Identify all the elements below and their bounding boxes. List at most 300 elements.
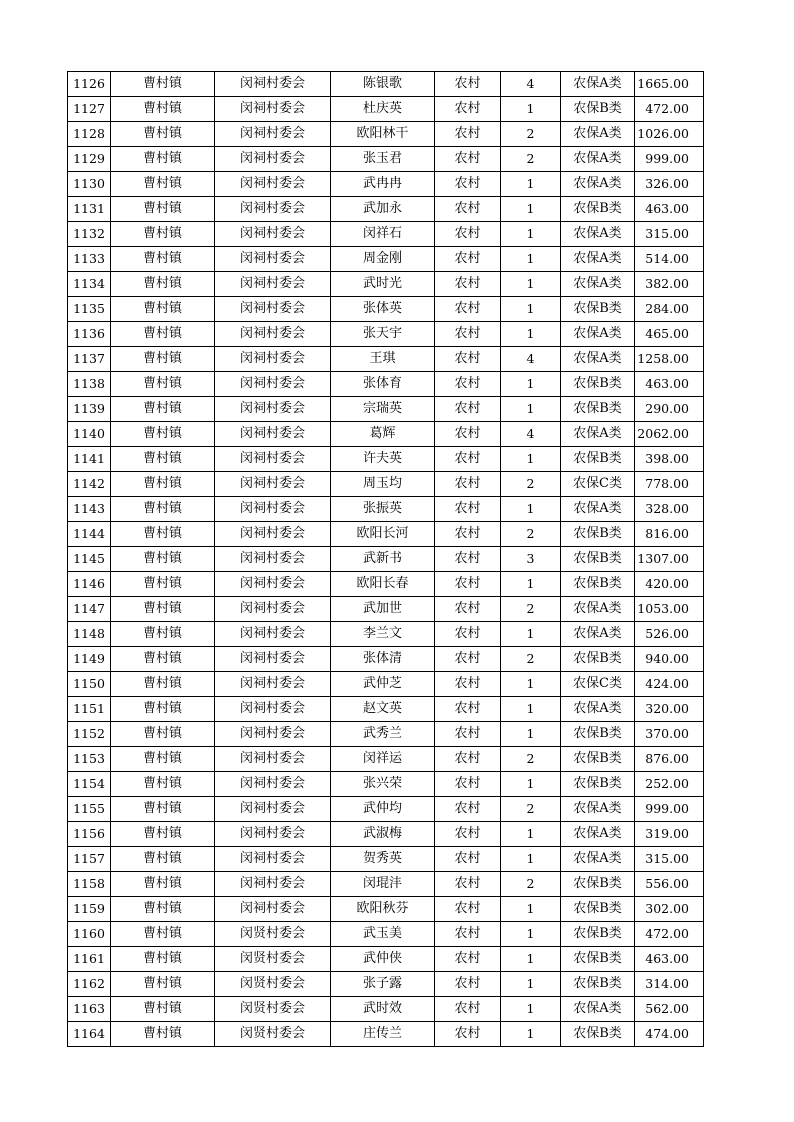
cell-person-name: 杜庆英 bbox=[331, 97, 435, 122]
cell-household-count: 1 bbox=[501, 947, 561, 972]
cell-town: 曹村镇 bbox=[111, 347, 215, 372]
cell-amount: 319.00 bbox=[635, 822, 704, 847]
cell-household-count: 1 bbox=[501, 622, 561, 647]
cell-person-name: 武加永 bbox=[331, 197, 435, 222]
cell-serial-number: 1137 bbox=[68, 347, 111, 372]
cell-village-committee: 闵祠村委会 bbox=[215, 847, 331, 872]
cell-amount: 474.00 bbox=[635, 1022, 704, 1047]
table-row bbox=[68, 847, 704, 872]
cell-residence-type: 农村 bbox=[435, 147, 501, 172]
cell-residence-type: 农村 bbox=[435, 397, 501, 422]
cell-serial-number: 1127 bbox=[68, 97, 111, 122]
cell-person-name: 张体育 bbox=[331, 372, 435, 397]
cell-household-count: 2 bbox=[501, 872, 561, 897]
cell-person-name: 武时效 bbox=[331, 997, 435, 1022]
cell-residence-type: 农村 bbox=[435, 372, 501, 397]
cell-household-count: 1 bbox=[501, 922, 561, 947]
cell-residence-type: 农村 bbox=[435, 972, 501, 997]
cell-town: 曹村镇 bbox=[111, 497, 215, 522]
cell-residence-type: 农村 bbox=[435, 1022, 501, 1047]
cell-insurance-category: 农保B类 bbox=[561, 547, 635, 572]
cell-insurance-category: 农保B类 bbox=[561, 197, 635, 222]
cell-town: 曹村镇 bbox=[111, 447, 215, 472]
cell-residence-type: 农村 bbox=[435, 222, 501, 247]
cell-amount: 463.00 bbox=[635, 947, 704, 972]
cell-household-count: 4 bbox=[501, 347, 561, 372]
cell-residence-type: 农村 bbox=[435, 672, 501, 697]
cell-person-name: 欧阳长河 bbox=[331, 522, 435, 547]
cell-insurance-category: 农保A类 bbox=[561, 272, 635, 297]
cell-person-name: 武新书 bbox=[331, 547, 435, 572]
cell-village-committee: 闵祠村委会 bbox=[215, 722, 331, 747]
cell-insurance-category: 农保B类 bbox=[561, 522, 635, 547]
cell-serial-number: 1131 bbox=[68, 197, 111, 222]
cell-household-count: 1 bbox=[501, 897, 561, 922]
cell-residence-type: 农村 bbox=[435, 122, 501, 147]
cell-town: 曹村镇 bbox=[111, 122, 215, 147]
cell-amount: 876.00 bbox=[635, 747, 704, 772]
cell-insurance-category: 农保A类 bbox=[561, 422, 635, 447]
table-row bbox=[68, 247, 704, 272]
cell-insurance-category: 农保A类 bbox=[561, 222, 635, 247]
cell-village-committee: 闵祠村委会 bbox=[215, 472, 331, 497]
cell-person-name: 闵祥运 bbox=[331, 747, 435, 772]
cell-town: 曹村镇 bbox=[111, 872, 215, 897]
cell-amount: 315.00 bbox=[635, 847, 704, 872]
table-row bbox=[68, 197, 704, 222]
cell-town: 曹村镇 bbox=[111, 547, 215, 572]
cell-person-name: 周金刚 bbox=[331, 247, 435, 272]
cell-household-count: 1 bbox=[501, 997, 561, 1022]
cell-serial-number: 1141 bbox=[68, 447, 111, 472]
cell-amount: 370.00 bbox=[635, 722, 704, 747]
cell-village-committee: 闵祠村委会 bbox=[215, 347, 331, 372]
cell-residence-type: 农村 bbox=[435, 322, 501, 347]
cell-residence-type: 农村 bbox=[435, 847, 501, 872]
cell-residence-type: 农村 bbox=[435, 722, 501, 747]
cell-household-count: 4 bbox=[501, 422, 561, 447]
cell-town: 曹村镇 bbox=[111, 672, 215, 697]
cell-insurance-category: 农保B类 bbox=[561, 397, 635, 422]
table-row bbox=[68, 697, 704, 722]
cell-town: 曹村镇 bbox=[111, 972, 215, 997]
table-row bbox=[68, 622, 704, 647]
cell-town: 曹村镇 bbox=[111, 97, 215, 122]
cell-person-name: 葛辉 bbox=[331, 422, 435, 447]
cell-residence-type: 农村 bbox=[435, 422, 501, 447]
cell-residence-type: 农村 bbox=[435, 797, 501, 822]
cell-town: 曹村镇 bbox=[111, 622, 215, 647]
cell-village-committee: 闵贤村委会 bbox=[215, 997, 331, 1022]
cell-village-committee: 闵祠村委会 bbox=[215, 297, 331, 322]
cell-town: 曹村镇 bbox=[111, 572, 215, 597]
cell-household-count: 2 bbox=[501, 797, 561, 822]
cell-amount: 1053.00 bbox=[635, 597, 704, 622]
cell-village-committee: 闵祠村委会 bbox=[215, 822, 331, 847]
cell-household-count: 2 bbox=[501, 122, 561, 147]
cell-person-name: 张振英 bbox=[331, 497, 435, 522]
table-row bbox=[68, 797, 704, 822]
cell-household-count: 1 bbox=[501, 197, 561, 222]
table-row bbox=[68, 322, 704, 347]
cell-residence-type: 农村 bbox=[435, 572, 501, 597]
cell-amount: 526.00 bbox=[635, 622, 704, 647]
cell-household-count: 1 bbox=[501, 822, 561, 847]
cell-village-committee: 闵祠村委会 bbox=[215, 672, 331, 697]
cell-serial-number: 1143 bbox=[68, 497, 111, 522]
cell-village-committee: 闵祠村委会 bbox=[215, 572, 331, 597]
cell-amount: 398.00 bbox=[635, 447, 704, 472]
cell-town: 曹村镇 bbox=[111, 422, 215, 447]
cell-person-name: 庄传兰 bbox=[331, 1022, 435, 1047]
cell-insurance-category: 农保B类 bbox=[561, 897, 635, 922]
cell-person-name: 闵琨沣 bbox=[331, 872, 435, 897]
cell-person-name: 赵文英 bbox=[331, 697, 435, 722]
cell-serial-number: 1163 bbox=[68, 997, 111, 1022]
cell-village-committee: 闵祠村委会 bbox=[215, 397, 331, 422]
cell-serial-number: 1150 bbox=[68, 672, 111, 697]
cell-amount: 320.00 bbox=[635, 697, 704, 722]
cell-insurance-category: 农保B类 bbox=[561, 922, 635, 947]
cell-household-count: 1 bbox=[501, 172, 561, 197]
cell-residence-type: 农村 bbox=[435, 347, 501, 372]
cell-residence-type: 农村 bbox=[435, 697, 501, 722]
cell-insurance-category: 农保A类 bbox=[561, 247, 635, 272]
cell-serial-number: 1136 bbox=[68, 322, 111, 347]
cell-village-committee: 闵贤村委会 bbox=[215, 972, 331, 997]
cell-town: 曹村镇 bbox=[111, 272, 215, 297]
cell-insurance-category: 农保B类 bbox=[561, 1022, 635, 1047]
cell-village-committee: 闵祠村委会 bbox=[215, 72, 331, 97]
cell-person-name: 武冉冉 bbox=[331, 172, 435, 197]
cell-serial-number: 1159 bbox=[68, 897, 111, 922]
cell-town: 曹村镇 bbox=[111, 72, 215, 97]
cell-town: 曹村镇 bbox=[111, 847, 215, 872]
cell-residence-type: 农村 bbox=[435, 622, 501, 647]
cell-amount: 290.00 bbox=[635, 397, 704, 422]
cell-person-name: 闵祥石 bbox=[331, 222, 435, 247]
cell-person-name: 李兰文 bbox=[331, 622, 435, 647]
cell-household-count: 4 bbox=[501, 72, 561, 97]
cell-residence-type: 农村 bbox=[435, 522, 501, 547]
cell-village-committee: 闵祠村委会 bbox=[215, 597, 331, 622]
table-row bbox=[68, 297, 704, 322]
cell-insurance-category: 农保A类 bbox=[561, 822, 635, 847]
cell-residence-type: 农村 bbox=[435, 597, 501, 622]
cell-village-committee: 闵祠村委会 bbox=[215, 747, 331, 772]
cell-person-name: 王琪 bbox=[331, 347, 435, 372]
cell-town: 曹村镇 bbox=[111, 297, 215, 322]
cell-village-committee: 闵祠村委会 bbox=[215, 797, 331, 822]
cell-serial-number: 1157 bbox=[68, 847, 111, 872]
cell-insurance-category: 农保B类 bbox=[561, 947, 635, 972]
cell-insurance-category: 农保C类 bbox=[561, 472, 635, 497]
cell-household-count: 2 bbox=[501, 472, 561, 497]
cell-residence-type: 农村 bbox=[435, 922, 501, 947]
cell-amount: 940.00 bbox=[635, 647, 704, 672]
cell-person-name: 武秀兰 bbox=[331, 722, 435, 747]
cell-household-count: 1 bbox=[501, 447, 561, 472]
cell-town: 曹村镇 bbox=[111, 797, 215, 822]
cell-town: 曹村镇 bbox=[111, 472, 215, 497]
cell-serial-number: 1139 bbox=[68, 397, 111, 422]
table-row bbox=[68, 497, 704, 522]
cell-household-count: 2 bbox=[501, 597, 561, 622]
cell-household-count: 1 bbox=[501, 497, 561, 522]
cell-amount: 328.00 bbox=[635, 497, 704, 522]
cell-residence-type: 农村 bbox=[435, 97, 501, 122]
cell-village-committee: 闵祠村委会 bbox=[215, 172, 331, 197]
cell-serial-number: 1132 bbox=[68, 222, 111, 247]
table-row bbox=[68, 472, 704, 497]
table-row bbox=[68, 522, 704, 547]
cell-person-name: 张兴荣 bbox=[331, 772, 435, 797]
cell-village-committee: 闵祠村委会 bbox=[215, 647, 331, 672]
cell-household-count: 1 bbox=[501, 772, 561, 797]
cell-insurance-category: 农保B类 bbox=[561, 972, 635, 997]
table-row bbox=[68, 372, 704, 397]
cell-village-committee: 闵祠村委会 bbox=[215, 497, 331, 522]
cell-insurance-category: 农保A类 bbox=[561, 147, 635, 172]
cell-household-count: 1 bbox=[501, 272, 561, 297]
cell-amount: 314.00 bbox=[635, 972, 704, 997]
cell-village-committee: 闵祠村委会 bbox=[215, 272, 331, 297]
cell-amount: 315.00 bbox=[635, 222, 704, 247]
cell-amount: 1258.00 bbox=[635, 347, 704, 372]
cell-household-count: 1 bbox=[501, 372, 561, 397]
cell-insurance-category: 农保C类 bbox=[561, 672, 635, 697]
cell-amount: 999.00 bbox=[635, 797, 704, 822]
cell-amount: 463.00 bbox=[635, 372, 704, 397]
cell-village-committee: 闵贤村委会 bbox=[215, 922, 331, 947]
roster-table bbox=[67, 71, 704, 1047]
cell-serial-number: 1138 bbox=[68, 372, 111, 397]
cell-village-committee: 闵祠村委会 bbox=[215, 197, 331, 222]
table-row bbox=[68, 997, 704, 1022]
cell-village-committee: 闵祠村委会 bbox=[215, 222, 331, 247]
cell-amount: 778.00 bbox=[635, 472, 704, 497]
cell-town: 曹村镇 bbox=[111, 247, 215, 272]
cell-amount: 999.00 bbox=[635, 147, 704, 172]
cell-village-committee: 闵祠村委会 bbox=[215, 872, 331, 897]
cell-amount: 1665.00 bbox=[635, 72, 704, 97]
cell-household-count: 1 bbox=[501, 972, 561, 997]
cell-amount: 302.00 bbox=[635, 897, 704, 922]
cell-serial-number: 1152 bbox=[68, 722, 111, 747]
cell-household-count: 1 bbox=[501, 847, 561, 872]
table-row bbox=[68, 397, 704, 422]
table-row bbox=[68, 222, 704, 247]
cell-serial-number: 1151 bbox=[68, 697, 111, 722]
cell-residence-type: 农村 bbox=[435, 297, 501, 322]
cell-village-committee: 闵祠村委会 bbox=[215, 422, 331, 447]
cell-town: 曹村镇 bbox=[111, 172, 215, 197]
cell-insurance-category: 农保A类 bbox=[561, 172, 635, 197]
cell-town: 曹村镇 bbox=[111, 372, 215, 397]
cell-residence-type: 农村 bbox=[435, 472, 501, 497]
cell-insurance-category: 农保A类 bbox=[561, 322, 635, 347]
cell-village-committee: 闵祠村委会 bbox=[215, 372, 331, 397]
cell-residence-type: 农村 bbox=[435, 872, 501, 897]
cell-person-name: 武淑梅 bbox=[331, 822, 435, 847]
cell-town: 曹村镇 bbox=[111, 147, 215, 172]
table-row bbox=[68, 872, 704, 897]
cell-residence-type: 农村 bbox=[435, 497, 501, 522]
cell-village-committee: 闵贤村委会 bbox=[215, 1022, 331, 1047]
cell-household-count: 2 bbox=[501, 147, 561, 172]
table-row bbox=[68, 897, 704, 922]
cell-household-count: 3 bbox=[501, 547, 561, 572]
cell-insurance-category: 农保A类 bbox=[561, 497, 635, 522]
cell-town: 曹村镇 bbox=[111, 1022, 215, 1047]
cell-serial-number: 1146 bbox=[68, 572, 111, 597]
cell-household-count: 1 bbox=[501, 97, 561, 122]
cell-household-count: 1 bbox=[501, 672, 561, 697]
cell-serial-number: 1142 bbox=[68, 472, 111, 497]
cell-person-name: 许夫英 bbox=[331, 447, 435, 472]
cell-serial-number: 1153 bbox=[68, 747, 111, 772]
cell-serial-number: 1126 bbox=[68, 72, 111, 97]
cell-person-name: 武加世 bbox=[331, 597, 435, 622]
cell-amount: 2062.00 bbox=[635, 422, 704, 447]
cell-household-count: 1 bbox=[501, 247, 561, 272]
cell-insurance-category: 农保A类 bbox=[561, 122, 635, 147]
cell-person-name: 周玉均 bbox=[331, 472, 435, 497]
cell-amount: 1026.00 bbox=[635, 122, 704, 147]
cell-amount: 465.00 bbox=[635, 322, 704, 347]
cell-village-committee: 闵祠村委会 bbox=[215, 697, 331, 722]
cell-amount: 816.00 bbox=[635, 522, 704, 547]
cell-amount: 472.00 bbox=[635, 922, 704, 947]
cell-serial-number: 1149 bbox=[68, 647, 111, 672]
cell-person-name: 张玉君 bbox=[331, 147, 435, 172]
cell-residence-type: 农村 bbox=[435, 197, 501, 222]
table-row bbox=[68, 422, 704, 447]
cell-serial-number: 1147 bbox=[68, 597, 111, 622]
cell-serial-number: 1164 bbox=[68, 1022, 111, 1047]
cell-serial-number: 1129 bbox=[68, 147, 111, 172]
cell-town: 曹村镇 bbox=[111, 222, 215, 247]
cell-town: 曹村镇 bbox=[111, 197, 215, 222]
cell-amount: 252.00 bbox=[635, 772, 704, 797]
cell-village-committee: 闵祠村委会 bbox=[215, 447, 331, 472]
roster-table-body bbox=[68, 72, 704, 1047]
cell-town: 曹村镇 bbox=[111, 922, 215, 947]
cell-household-count: 1 bbox=[501, 322, 561, 347]
cell-residence-type: 农村 bbox=[435, 747, 501, 772]
cell-serial-number: 1156 bbox=[68, 822, 111, 847]
cell-person-name: 张体清 bbox=[331, 647, 435, 672]
cell-amount: 1307.00 bbox=[635, 547, 704, 572]
cell-amount: 562.00 bbox=[635, 997, 704, 1022]
cell-household-count: 1 bbox=[501, 572, 561, 597]
cell-village-committee: 闵贤村委会 bbox=[215, 947, 331, 972]
cell-town: 曹村镇 bbox=[111, 647, 215, 672]
cell-amount: 514.00 bbox=[635, 247, 704, 272]
cell-amount: 472.00 bbox=[635, 97, 704, 122]
cell-household-count: 1 bbox=[501, 397, 561, 422]
table-row bbox=[68, 972, 704, 997]
cell-town: 曹村镇 bbox=[111, 947, 215, 972]
cell-residence-type: 农村 bbox=[435, 822, 501, 847]
cell-town: 曹村镇 bbox=[111, 597, 215, 622]
cell-insurance-category: 农保B类 bbox=[561, 772, 635, 797]
table-row bbox=[68, 547, 704, 572]
table-row bbox=[68, 822, 704, 847]
cell-residence-type: 农村 bbox=[435, 997, 501, 1022]
cell-serial-number: 1155 bbox=[68, 797, 111, 822]
cell-residence-type: 农村 bbox=[435, 247, 501, 272]
cell-household-count: 2 bbox=[501, 647, 561, 672]
cell-insurance-category: 农保A类 bbox=[561, 797, 635, 822]
cell-serial-number: 1130 bbox=[68, 172, 111, 197]
table-row bbox=[68, 647, 704, 672]
cell-village-committee: 闵祠村委会 bbox=[215, 772, 331, 797]
table-row bbox=[68, 147, 704, 172]
cell-serial-number: 1134 bbox=[68, 272, 111, 297]
cell-person-name: 欧阳秋芬 bbox=[331, 897, 435, 922]
cell-village-committee: 闵祠村委会 bbox=[215, 322, 331, 347]
cell-amount: 284.00 bbox=[635, 297, 704, 322]
cell-household-count: 1 bbox=[501, 222, 561, 247]
table-row bbox=[68, 772, 704, 797]
cell-insurance-category: 农保B类 bbox=[561, 872, 635, 897]
cell-serial-number: 1133 bbox=[68, 247, 111, 272]
cell-serial-number: 1161 bbox=[68, 947, 111, 972]
cell-amount: 463.00 bbox=[635, 197, 704, 222]
table-row bbox=[68, 72, 704, 97]
cell-serial-number: 1154 bbox=[68, 772, 111, 797]
cell-serial-number: 1135 bbox=[68, 297, 111, 322]
cell-insurance-category: 农保B类 bbox=[561, 647, 635, 672]
cell-residence-type: 农村 bbox=[435, 172, 501, 197]
cell-amount: 420.00 bbox=[635, 572, 704, 597]
cell-person-name: 欧阳长春 bbox=[331, 572, 435, 597]
table-row bbox=[68, 747, 704, 772]
cell-insurance-category: 农保B类 bbox=[561, 722, 635, 747]
cell-town: 曹村镇 bbox=[111, 397, 215, 422]
table-row bbox=[68, 722, 704, 747]
cell-residence-type: 农村 bbox=[435, 772, 501, 797]
cell-household-count: 2 bbox=[501, 747, 561, 772]
cell-household-count: 2 bbox=[501, 522, 561, 547]
table-row bbox=[68, 447, 704, 472]
cell-person-name: 欧阳林干 bbox=[331, 122, 435, 147]
cell-village-committee: 闵祠村委会 bbox=[215, 122, 331, 147]
cell-person-name: 张子露 bbox=[331, 972, 435, 997]
table-row bbox=[68, 922, 704, 947]
cell-household-count: 1 bbox=[501, 297, 561, 322]
table-row bbox=[68, 597, 704, 622]
table-row bbox=[68, 347, 704, 372]
cell-serial-number: 1144 bbox=[68, 522, 111, 547]
cell-village-committee: 闵祠村委会 bbox=[215, 547, 331, 572]
table-row bbox=[68, 172, 704, 197]
cell-town: 曹村镇 bbox=[111, 522, 215, 547]
cell-household-count: 1 bbox=[501, 1022, 561, 1047]
cell-person-name: 贺秀英 bbox=[331, 847, 435, 872]
cell-amount: 424.00 bbox=[635, 672, 704, 697]
cell-town: 曹村镇 bbox=[111, 772, 215, 797]
cell-serial-number: 1162 bbox=[68, 972, 111, 997]
cell-insurance-category: 农保A类 bbox=[561, 847, 635, 872]
cell-town: 曹村镇 bbox=[111, 822, 215, 847]
cell-amount: 326.00 bbox=[635, 172, 704, 197]
cell-insurance-category: 农保A类 bbox=[561, 697, 635, 722]
cell-insurance-category: 农保A类 bbox=[561, 622, 635, 647]
cell-residence-type: 农村 bbox=[435, 272, 501, 297]
cell-town: 曹村镇 bbox=[111, 322, 215, 347]
